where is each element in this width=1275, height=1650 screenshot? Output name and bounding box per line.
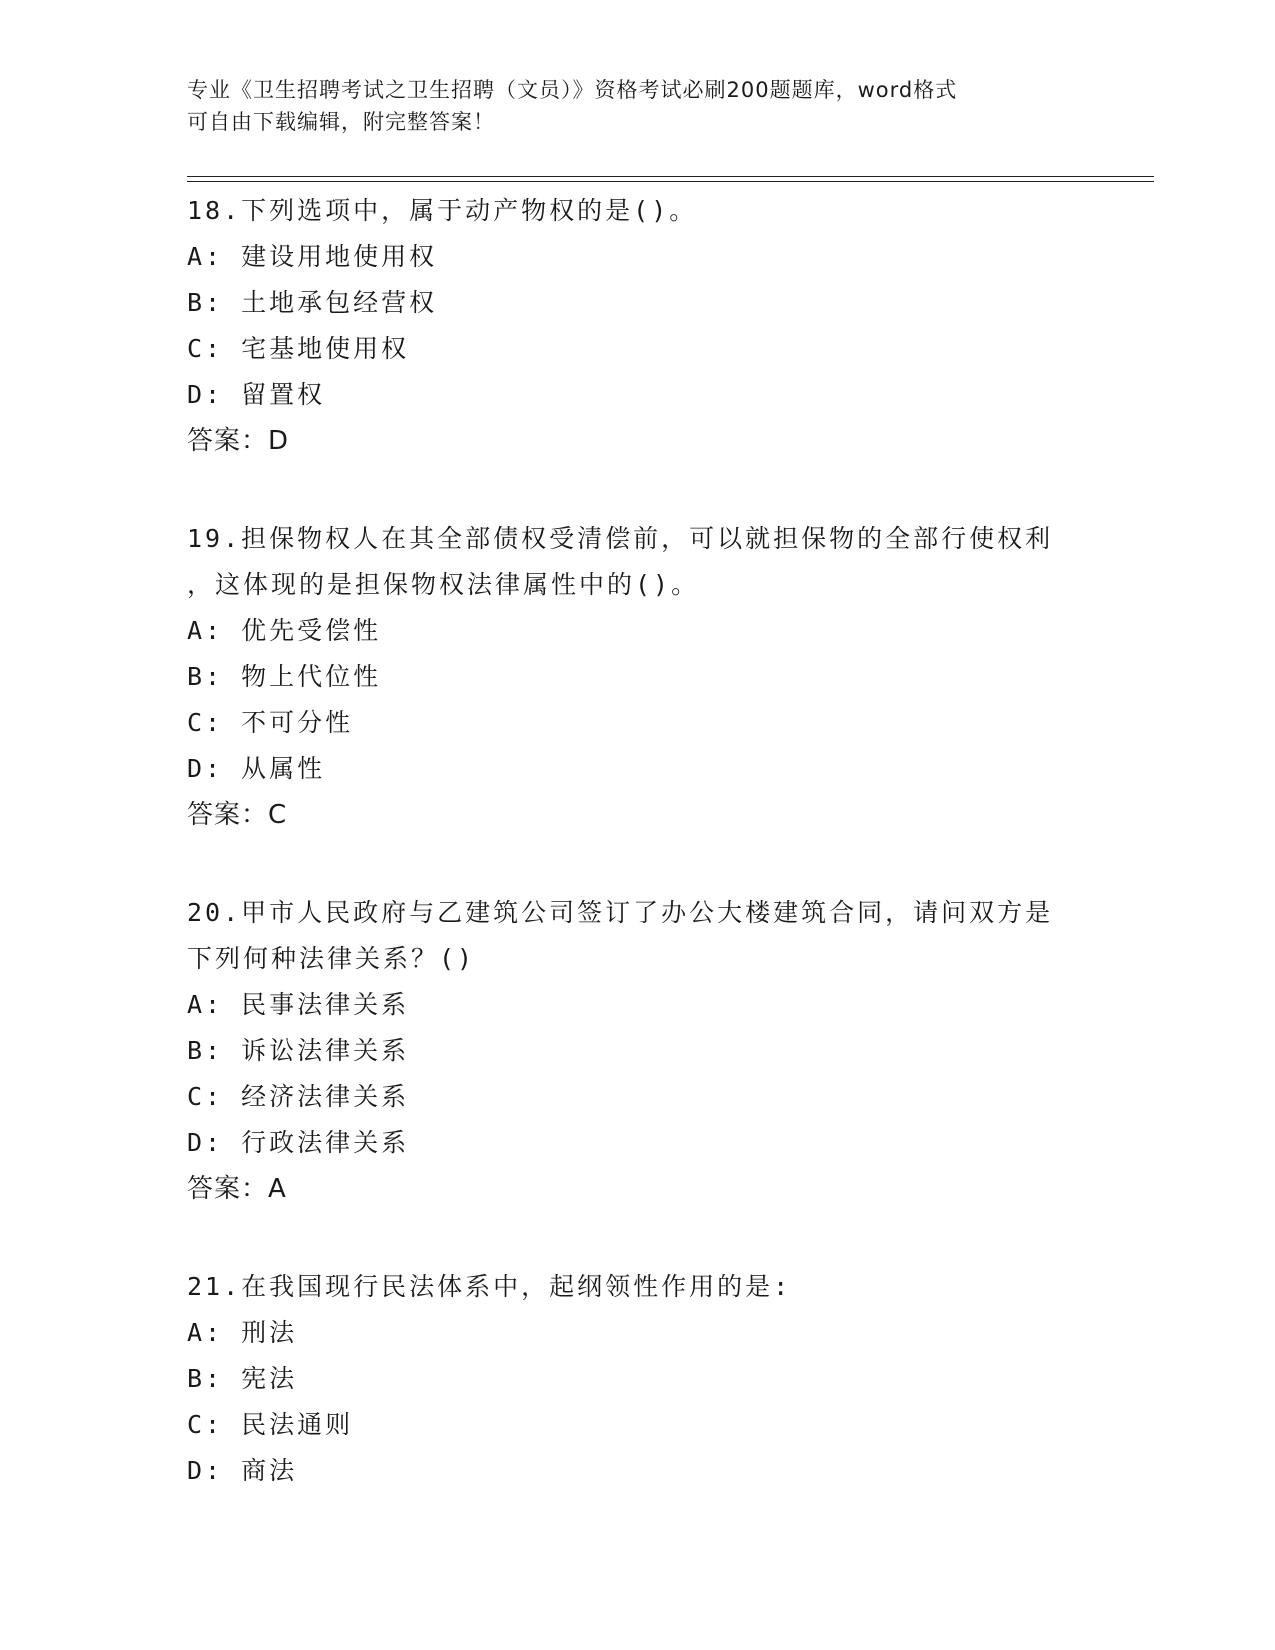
question-text-line: ，这体现的是担保物权法律属性中的()。 (187, 570, 700, 599)
header-line-1: 专业《卫生招聘考试之卫生招聘（文员）》资格考试必刷200题题库，word格式 (187, 78, 958, 102)
question-text (187, 188, 1087, 234)
question-text-line: 18.下列选项中，属于动产物权的是()。 (187, 196, 698, 225)
option-a: A: 刑法 (187, 1318, 298, 1347)
option-b: B: 宪法 (187, 1364, 298, 1393)
question-19 (187, 516, 1087, 838)
question-text (187, 516, 1087, 608)
question-list (187, 188, 1087, 1546)
header-divider-bottom (187, 181, 1154, 182)
question-text-line: 下列何种法律关系？() (187, 944, 476, 973)
header-divider-top (187, 176, 1154, 177)
option-c: C: 民法通则 (187, 1410, 354, 1439)
question-text-line: 21.在我国现行民法体系中，起纲领性作用的是: (187, 1272, 792, 1301)
answer: 答案：A (187, 1174, 287, 1204)
option-a: A: 优先受偿性 (187, 616, 382, 645)
question-text-line: 20.甲市人民政府与乙建筑公司签订了办公大楼建筑合同，请问双方是 (187, 898, 1054, 927)
question-text (187, 890, 1087, 982)
question-21 (187, 1264, 1087, 1494)
option-b: B: 诉讼法律关系 (187, 1036, 410, 1065)
option-b: B: 土地承包经营权 (187, 288, 438, 317)
option-d: D: 留置权 (187, 380, 326, 409)
answer: 答案：C (187, 800, 288, 830)
question-text (187, 1264, 1087, 1310)
document-header (187, 74, 1067, 138)
option-c: C: 经济法律关系 (187, 1082, 410, 1111)
question-text-line: 19.担保物权人在其全部债权受清偿前，可以就担保物的全部行使权利 (187, 524, 1054, 553)
question-20 (187, 890, 1087, 1212)
option-c: C: 宅基地使用权 (187, 334, 410, 363)
option-a: A: 建设用地使用权 (187, 242, 438, 271)
header-line-2: 可自由下载编辑，附完整答案！ (187, 110, 495, 134)
option-d: D: 行政法律关系 (187, 1128, 410, 1157)
option-b: B: 物上代位性 (187, 662, 382, 691)
option-d: D: 从属性 (187, 754, 326, 783)
option-d: D: 商法 (187, 1456, 298, 1485)
question-18 (187, 188, 1087, 464)
answer: 答案：D (187, 426, 290, 456)
option-c: C: 不可分性 (187, 708, 354, 737)
option-a: A: 民事法律关系 (187, 990, 410, 1019)
